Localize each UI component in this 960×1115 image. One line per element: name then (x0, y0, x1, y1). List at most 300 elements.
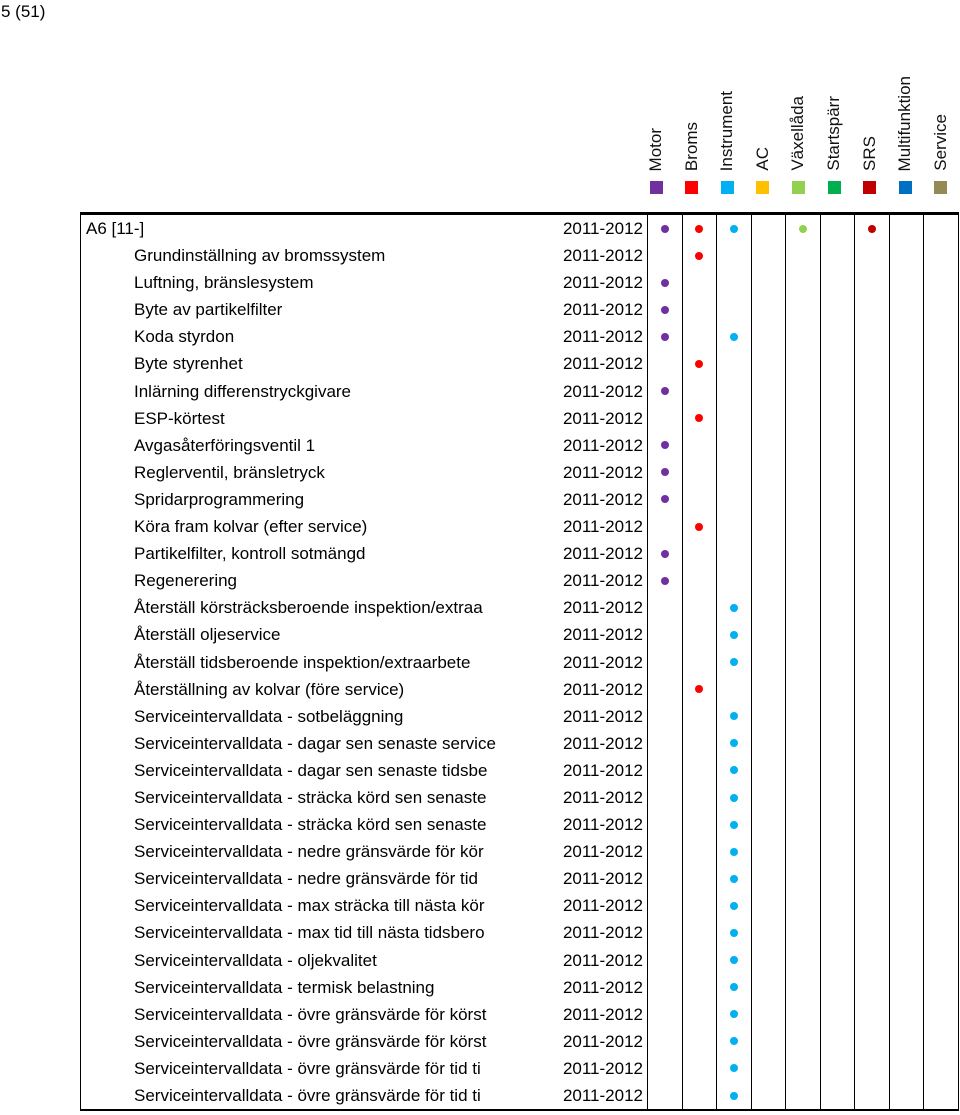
vaxellada-cell (785, 676, 820, 703)
motor-cell (647, 811, 682, 838)
function-row (81, 865, 958, 892)
instrument-dot (730, 1010, 738, 1018)
function-name: Återställ oljeservice (134, 625, 281, 645)
year-range: 2011-2012 (562, 435, 643, 455)
startsparr-cell (820, 513, 855, 540)
srs-cell (854, 676, 889, 703)
instrument-dot (730, 766, 738, 774)
srs-cell (854, 513, 889, 540)
vaxellada-cell (785, 269, 820, 296)
service-cell (923, 676, 958, 703)
ac-cell (751, 676, 786, 703)
instrument-dot (730, 929, 738, 937)
function-row (81, 405, 958, 432)
ac-cell (751, 947, 786, 974)
broms-dot (695, 414, 703, 422)
multifunktion-cell (889, 784, 924, 811)
broms-cell (682, 919, 717, 946)
motor-cell (647, 1055, 682, 1082)
srs-cell (854, 649, 889, 676)
function-name: Grundinställning av bromssystem (134, 246, 386, 266)
column-header-instrument: Instrument (717, 90, 737, 171)
function-name: Serviceintervalldata - övre gränsvärde för körst (134, 1004, 487, 1024)
ac-cell (751, 378, 786, 405)
service-cell (923, 838, 958, 865)
ac-cell (751, 838, 786, 865)
instrument-dot (730, 875, 738, 883)
broms-cell (682, 947, 717, 974)
motor-dot (661, 387, 669, 395)
multifunktion-cell (889, 811, 924, 838)
function-row (81, 676, 958, 703)
multifunktion-cell (889, 1055, 924, 1082)
instrument-dot (730, 956, 738, 964)
ac-cell (751, 459, 786, 486)
startsparr-cell (820, 567, 855, 594)
ac-cell (751, 513, 786, 540)
service-color-swatch (934, 181, 947, 194)
instrument-cell (716, 432, 751, 459)
service-cell (923, 378, 958, 405)
srs-cell (854, 784, 889, 811)
function-row (81, 378, 958, 405)
function-row (81, 947, 958, 974)
broms-cell (682, 567, 717, 594)
year-range: 2011-2012 (562, 733, 643, 753)
function-row (81, 919, 958, 946)
startsparr-cell (820, 919, 855, 946)
system-column-headers (0, 0, 960, 171)
motor-dot (661, 495, 669, 503)
instrument-cell (716, 784, 751, 811)
service-cell (923, 594, 958, 621)
function-name: Serviceintervalldata - nedre gränsvärde för kör (134, 842, 484, 862)
multifunktion-cell (889, 215, 924, 242)
ac-cell (751, 296, 786, 323)
broms-cell (682, 459, 717, 486)
motor-cell (647, 947, 682, 974)
year-range: 2011-2012 (562, 1004, 643, 1024)
instrument-cell (716, 594, 751, 621)
function-name: Luftning, bränslesystem (134, 273, 314, 293)
ac-cell (751, 703, 786, 730)
function-row (81, 486, 958, 513)
motor-cell (647, 838, 682, 865)
broms-cell (682, 730, 717, 757)
page-number: 5 (51) (1, 2, 46, 21)
function-row (81, 811, 958, 838)
startsparr-cell (820, 1082, 855, 1109)
service-cell (923, 1082, 958, 1109)
multifunktion-cell (889, 323, 924, 350)
startsparr-cell (820, 540, 855, 567)
year-range: 2011-2012 (562, 1031, 643, 1051)
function-name: Koda styrdon (134, 327, 235, 347)
startsparr-cell (820, 974, 855, 1001)
motor-dot (661, 468, 669, 476)
instrument-cell (716, 405, 751, 432)
broms-cell (682, 540, 717, 567)
ac-cell (751, 649, 786, 676)
instrument-cell (716, 1055, 751, 1082)
motor-cell (647, 974, 682, 1001)
multifunktion-cell (889, 350, 924, 377)
function-row (81, 350, 958, 377)
instrument-cell (716, 947, 751, 974)
srs-cell (854, 621, 889, 648)
multifunktion-cell (889, 621, 924, 648)
broms-cell (682, 432, 717, 459)
srs-cell (854, 811, 889, 838)
year-range: 2011-2012 (562, 950, 643, 970)
vaxellada-cell (785, 974, 820, 1001)
motor-cell (647, 540, 682, 567)
multifunktion-cell (889, 757, 924, 784)
srs-dot (868, 225, 876, 233)
function-row (81, 323, 958, 350)
multifunktion-cell (889, 892, 924, 919)
vaxellada-cell (785, 892, 820, 919)
year-range: 2011-2012 (562, 571, 643, 591)
function-name: Inlärning differenstryckgivare (134, 381, 352, 401)
multifunktion-cell (889, 919, 924, 946)
year-range: 2011-2012 (562, 625, 643, 645)
year-range: 2011-2012 (562, 896, 643, 916)
srs-cell (854, 459, 889, 486)
startsparr-cell (820, 323, 855, 350)
motor-cell (647, 730, 682, 757)
ac-cell (751, 730, 786, 757)
vaxellada-cell (785, 242, 820, 269)
vaxellada-cell (785, 947, 820, 974)
vaxellada-cell (785, 621, 820, 648)
year-range: 2011-2012 (562, 462, 643, 482)
broms-cell (682, 703, 717, 730)
function-row (81, 649, 958, 676)
vaxellada-cell (785, 838, 820, 865)
service-cell (923, 621, 958, 648)
multifunktion-cell (889, 1082, 924, 1109)
function-name: Serviceintervalldata - övre gränsvärde för tid ti (134, 1086, 481, 1105)
instrument-cell (716, 621, 751, 648)
startsparr-cell (820, 784, 855, 811)
function-row (81, 1028, 958, 1055)
vaxellada-color-swatch (792, 181, 805, 194)
ac-cell (751, 594, 786, 621)
function-name: Byte styrenhet (134, 354, 243, 374)
srs-cell (854, 1082, 889, 1109)
function-row (81, 459, 958, 486)
function-row (81, 296, 958, 323)
motor-cell (647, 432, 682, 459)
instrument-dot (730, 333, 738, 341)
startsparr-cell (820, 703, 855, 730)
ac-cell (751, 350, 786, 377)
motor-cell (647, 1028, 682, 1055)
broms-dot (695, 360, 703, 368)
motor-cell (647, 296, 682, 323)
service-cell (923, 296, 958, 323)
year-range: 2011-2012 (562, 787, 643, 807)
motor-cell (647, 378, 682, 405)
instrument-dot (730, 1092, 738, 1100)
service-cell (923, 703, 958, 730)
service-cell (923, 757, 958, 784)
column-header-ac: AC (752, 147, 772, 171)
srs-cell (854, 730, 889, 757)
function-row (81, 838, 958, 865)
multifunktion-color-swatch (899, 181, 912, 194)
year-range: 2011-2012 (562, 300, 643, 320)
year-range: 2011-2012 (562, 869, 643, 889)
function-name: Reglerventil, bränsletryck (134, 462, 325, 482)
function-name: Serviceintervalldata - nedre gränsvärde för tid (134, 869, 478, 889)
startsparr-cell (820, 1001, 855, 1028)
year-range: 2011-2012 (562, 760, 643, 780)
service-cell (923, 730, 958, 757)
function-name: Serviceintervalldata - termisk belastning (134, 977, 435, 997)
service-cell (923, 432, 958, 459)
ac-cell (751, 892, 786, 919)
motor-cell (647, 621, 682, 648)
service-cell (923, 459, 958, 486)
motor-cell (647, 865, 682, 892)
srs-cell (854, 1001, 889, 1028)
srs-cell (854, 242, 889, 269)
motor-dot (661, 306, 669, 314)
broms-cell (682, 838, 717, 865)
ac-cell (751, 974, 786, 1001)
year-range: 2011-2012 (562, 815, 643, 835)
instrument-dot (730, 821, 738, 829)
instrument-cell (716, 892, 751, 919)
motor-dot (661, 550, 669, 558)
broms-cell (682, 892, 717, 919)
service-cell (923, 892, 958, 919)
multifunktion-cell (889, 459, 924, 486)
motor-cell (647, 459, 682, 486)
vaxellada-cell (785, 513, 820, 540)
ac-cell (751, 269, 786, 296)
service-cell (923, 215, 958, 242)
srs-color-swatch (863, 181, 876, 194)
function-row (81, 730, 958, 757)
motor-cell (647, 486, 682, 513)
startsparr-cell (820, 892, 855, 919)
instrument-dot (730, 1037, 738, 1045)
motor-cell (647, 405, 682, 432)
motor-cell (647, 892, 682, 919)
function-name: Serviceintervalldata - sträcka körd sen senaste (134, 815, 487, 835)
broms-cell (682, 1028, 717, 1055)
function-name: Serviceintervalldata - dagar sen senaste service (134, 733, 496, 753)
startsparr-cell (820, 378, 855, 405)
multifunktion-cell (889, 974, 924, 1001)
instrument-dot (730, 983, 738, 991)
broms-cell (682, 323, 717, 350)
vaxellada-cell (785, 730, 820, 757)
function-row (81, 1055, 958, 1082)
startsparr-cell (820, 1028, 855, 1055)
year-range: 2011-2012 (562, 923, 643, 943)
ac-cell (751, 865, 786, 892)
motor-cell (647, 269, 682, 296)
motor-cell (647, 784, 682, 811)
service-cell (923, 513, 958, 540)
srs-cell (854, 1028, 889, 1055)
instrument-cell (716, 378, 751, 405)
vaxellada-cell (785, 323, 820, 350)
instrument-cell (716, 350, 751, 377)
multifunktion-cell (889, 486, 924, 513)
broms-cell (682, 215, 717, 242)
function-coverage-table (80, 212, 959, 1111)
vaxellada-cell (785, 459, 820, 486)
instrument-cell (716, 811, 751, 838)
instrument-dot (730, 631, 738, 639)
function-row (81, 892, 958, 919)
motor-dot (661, 279, 669, 287)
year-range: 2011-2012 (562, 706, 643, 726)
multifunktion-cell (889, 405, 924, 432)
year-range: 2011-2012 (562, 679, 643, 699)
motor-dot (661, 577, 669, 585)
srs-cell (854, 540, 889, 567)
ac-cell (751, 784, 786, 811)
startsparr-cell (820, 215, 855, 242)
startsparr-cell (820, 242, 855, 269)
function-name: Serviceintervalldata - dagar sen senaste tidsbe (134, 760, 488, 780)
function-row (81, 703, 958, 730)
vaxellada-cell (785, 567, 820, 594)
multifunktion-cell (889, 269, 924, 296)
service-cell (923, 784, 958, 811)
ac-cell (751, 215, 786, 242)
broms-cell (682, 242, 717, 269)
broms-dot (695, 225, 703, 233)
function-name: Serviceintervalldata - övre gränsvärde för körst (134, 1031, 487, 1051)
broms-cell (682, 269, 717, 296)
instrument-cell (716, 757, 751, 784)
ac-cell (751, 1028, 786, 1055)
multifunktion-cell (889, 1001, 924, 1028)
service-cell (923, 242, 958, 269)
srs-cell (854, 486, 889, 513)
broms-cell (682, 1001, 717, 1028)
column-header-broms: Broms (681, 121, 701, 171)
broms-dot (695, 685, 703, 693)
startsparr-cell (820, 432, 855, 459)
startsparr-cell (820, 405, 855, 432)
vaxellada-cell (785, 1001, 820, 1028)
startsparr-cell (820, 486, 855, 513)
motor-dot (661, 333, 669, 341)
year-range: 2011-2012 (562, 544, 643, 564)
function-row (81, 432, 958, 459)
startsparr-color-swatch (828, 181, 841, 194)
vaxellada-cell (785, 649, 820, 676)
service-cell (923, 974, 958, 1001)
function-name: Serviceintervalldata - max sträcka till nästa kör (134, 896, 485, 916)
ac-cell (751, 621, 786, 648)
multifunktion-cell (889, 378, 924, 405)
vaxellada-cell (785, 1082, 820, 1109)
startsparr-cell (820, 838, 855, 865)
srs-cell (854, 703, 889, 730)
vaxellada-cell (785, 540, 820, 567)
function-name: Spridarprogrammering (134, 489, 305, 509)
startsparr-cell (820, 594, 855, 621)
instrument-cell (716, 1001, 751, 1028)
year-range: 2011-2012 (562, 246, 643, 266)
vaxellada-cell (785, 811, 820, 838)
ac-cell (751, 405, 786, 432)
vaxellada-cell (785, 296, 820, 323)
ac-cell (751, 1082, 786, 1109)
broms-cell (682, 1082, 717, 1109)
broms-cell (682, 486, 717, 513)
multifunktion-cell (889, 676, 924, 703)
ac-cell (751, 242, 786, 269)
motor-cell (647, 1082, 682, 1109)
function-name: ESP-körtest (134, 408, 225, 428)
srs-cell (854, 323, 889, 350)
model-name: A6 [11-] (86, 219, 145, 238)
year-range: 2011-2012 (562, 354, 643, 374)
broms-cell (682, 296, 717, 323)
function-row (81, 269, 958, 296)
broms-cell (682, 811, 717, 838)
multifunktion-cell (889, 838, 924, 865)
service-cell (923, 350, 958, 377)
startsparr-cell (820, 947, 855, 974)
year-range: 2011-2012 (562, 273, 643, 293)
instrument-cell (716, 323, 751, 350)
ac-cell (751, 486, 786, 513)
srs-cell (854, 757, 889, 784)
service-cell (923, 486, 958, 513)
multifunktion-cell (889, 703, 924, 730)
motor-cell (647, 649, 682, 676)
startsparr-cell (820, 1055, 855, 1082)
srs-cell (854, 947, 889, 974)
instrument-cell (716, 215, 751, 242)
service-cell (923, 919, 958, 946)
multifunktion-cell (889, 540, 924, 567)
motor-cell (647, 567, 682, 594)
broms-cell (682, 621, 717, 648)
vaxellada-cell (785, 919, 820, 946)
instrument-color-swatch (721, 181, 734, 194)
motor-cell (647, 594, 682, 621)
year-range: 2011-2012 (562, 327, 643, 347)
ac-cell (751, 567, 786, 594)
service-cell (923, 865, 958, 892)
function-row (81, 974, 958, 1001)
function-name: Köra fram kolvar (efter service) (134, 517, 368, 537)
multifunktion-cell (889, 432, 924, 459)
vaxellada-cell (785, 757, 820, 784)
instrument-dot (730, 739, 738, 747)
service-cell (923, 811, 958, 838)
motor-cell (647, 242, 682, 269)
startsparr-cell (820, 676, 855, 703)
year-range: 2011-2012 (562, 652, 643, 672)
multifunktion-cell (889, 594, 924, 621)
service-cell (923, 567, 958, 594)
column-header-motor: Motor (646, 127, 665, 171)
column-header-multifunktion: Multifunktion (895, 75, 915, 171)
